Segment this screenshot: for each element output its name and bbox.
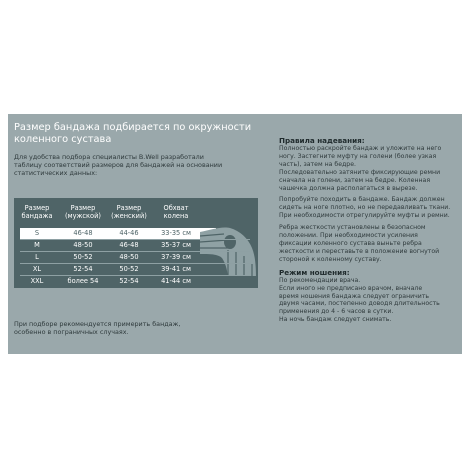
intro-line2: таблицу соответствий размеров для бандажей на основании bbox=[14, 161, 223, 169]
fitting-note bbox=[14, 320, 254, 336]
cell-size: S bbox=[34, 229, 40, 237]
cell-girth: 33-35 см bbox=[161, 229, 191, 237]
header-brace-size: Размер бандажа bbox=[21, 204, 53, 220]
header-knee-girth: Обхват колена bbox=[163, 204, 189, 220]
size-heading-line1: Размер бандажа подбирается по окружности bbox=[14, 122, 252, 133]
cell-female: 50-52 bbox=[119, 265, 139, 273]
rules-paragraph-2: Последовательно затяните фиксирующие ремни сначала на голени, затем на бедре. Коленная чашечка должна располагаться в вырезе. bbox=[279, 168, 441, 192]
note-line2: особенно в пограничных случаях. bbox=[14, 328, 129, 336]
info-panel bbox=[8, 114, 462, 354]
cell-male: 50-52 bbox=[73, 253, 93, 261]
cell-male: 46-48 bbox=[73, 229, 93, 237]
table-row bbox=[14, 228, 258, 239]
cell-female: 48-50 bbox=[119, 253, 139, 261]
table-header bbox=[14, 200, 258, 227]
intro-line3: статистических данных: bbox=[14, 169, 98, 177]
intro-line1: Для удобства подбора специалисты B.Well разработали bbox=[14, 153, 204, 161]
rules-paragraph-4: Ребра жесткости установлены в безопасном положении. При необходимости усиления фиксации коленного сустава выньте ребра жесткости и переставьте в положение вогнутой стороной к коленному суставу. bbox=[279, 224, 440, 263]
mode-title: Режим ношения: bbox=[279, 267, 350, 277]
table-row bbox=[14, 264, 258, 275]
cell-male: 52-54 bbox=[73, 265, 93, 273]
header-female-size: Размер (женский) bbox=[111, 204, 147, 220]
size-heading-line2: коленного сустава bbox=[14, 134, 112, 145]
cell-girth: 35-37 см bbox=[161, 241, 191, 249]
cell-girth: 39-41 см bbox=[161, 265, 191, 273]
rules-title: Правила надевания: bbox=[279, 136, 365, 145]
cell-female: 52-54 bbox=[119, 277, 139, 285]
header-male-size: Размер (мужской) bbox=[65, 204, 101, 220]
rules-paragraph-3: Попробуйте походить в бандаже. Бандаж должен сидеть на ноге плотно, но не передавливать ткани. При необходимости отрегулируйте муфты и ремни. bbox=[279, 196, 451, 220]
cell-female: 44-46 bbox=[119, 229, 139, 237]
rules-paragraph-1: Полностью раскройте бандаж и уложите на него ногу. Застегните муфту на голени (более узкая часть), затем на бедре. bbox=[279, 145, 442, 168]
size-table bbox=[14, 198, 258, 282]
note-line1: При подборе рекомендуется примерить бандаж, bbox=[14, 320, 181, 328]
cell-female: 46-48 bbox=[119, 241, 139, 249]
right-column bbox=[279, 136, 457, 324]
left-column bbox=[14, 122, 264, 177]
table-row-last bbox=[14, 276, 258, 288]
cell-size: XXL bbox=[30, 277, 44, 285]
table-row bbox=[14, 240, 258, 251]
cell-girth: 37-39 см bbox=[161, 253, 191, 261]
cell-size: XL bbox=[32, 265, 42, 273]
cell-girth: 41-44 см bbox=[161, 277, 191, 285]
cell-size: M bbox=[34, 241, 40, 249]
intro-text bbox=[14, 153, 264, 177]
mode-paragraph: По рекомендации врача. Если иного не предписано врачом, вначале время ношения бандажа следует ограничить двумя часами, постепенно доводя длительность применения до 4 - 6 часов в сутки. На ночь бандаж следует снимать. bbox=[279, 276, 440, 324]
cell-male: 48-50 bbox=[73, 241, 93, 249]
cell-male: более 54 bbox=[67, 277, 99, 285]
cell-size: L bbox=[35, 253, 39, 261]
table-row bbox=[14, 252, 258, 263]
size-heading bbox=[14, 122, 264, 146]
